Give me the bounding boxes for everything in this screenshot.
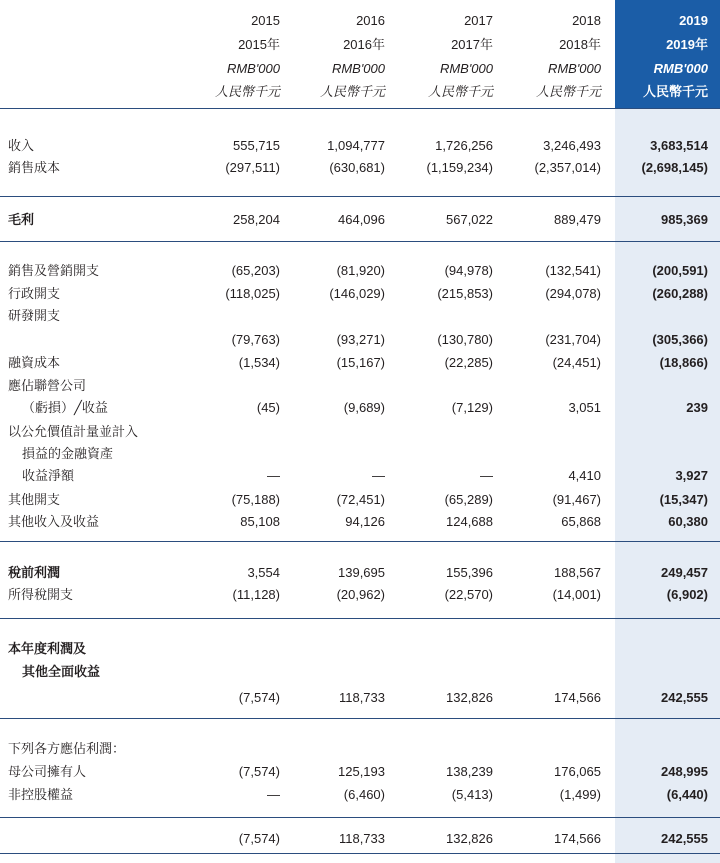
row-label: 銷售及營銷開支 (8, 263, 100, 278)
cell-value: (294,078) (545, 286, 601, 301)
header-unit: RMB'000 (547, 61, 601, 76)
header-year-cn: 2016年 (343, 37, 385, 52)
cell-value: (132,541) (545, 263, 601, 278)
row-label: 毛利 (8, 212, 35, 227)
cell-value: (72,451) (336, 492, 385, 507)
cell-value-2019: 3,683,514 (650, 138, 708, 153)
cell-value: (5,413) (451, 787, 493, 802)
row-label: （虧損）╱收益 (22, 400, 108, 415)
divider (0, 618, 720, 619)
row-label: 損益的金融資產 (22, 446, 114, 461)
cell-value: 4,410 (568, 468, 601, 483)
divider (0, 196, 720, 197)
cell-value: (630,681) (329, 160, 385, 175)
row-label: 收益淨額 (22, 468, 75, 483)
cell-value: 3,051 (568, 400, 601, 415)
row-label: 研發開支 (8, 308, 61, 323)
row-label: 應佔聯營公司 (8, 378, 87, 393)
divider (0, 241, 720, 242)
cell-value: (15,167) (336, 355, 385, 370)
cell-value: (14,001) (552, 587, 601, 602)
header-unit-cn: 人民幣千元 (642, 84, 708, 99)
cell-value: 567,022 (446, 212, 493, 227)
row-label: 母公司擁有人 (8, 764, 87, 779)
cell-value-2019: 242,555 (661, 831, 708, 846)
header-unit-cn: 人民幣千元 (535, 84, 601, 99)
highlight-column-2019 (615, 0, 720, 863)
cell-value-2019: (15,347) (659, 492, 708, 507)
row-label: 其他收入及收益 (8, 514, 100, 529)
cell-value: 1,094,777 (327, 138, 385, 153)
cell-value: (93,271) (336, 332, 385, 347)
row-label: 銷售成本 (8, 160, 61, 175)
cell-value: 155,396 (446, 565, 493, 580)
header-unit: RMB'000 (226, 61, 280, 76)
row-label: 下列各方應佔利潤： (8, 741, 126, 756)
row-label: 所得稅開支 (8, 587, 74, 602)
cell-value-2019: (305,366) (652, 332, 708, 347)
cell-value: 132,826 (446, 690, 493, 705)
cell-value-2019: 248,995 (661, 764, 708, 779)
cell-value: 94,126 (345, 514, 385, 529)
cell-value-2019: 3,927 (675, 468, 708, 483)
cell-value: — (267, 468, 280, 483)
cell-value-2019: (260,288) (652, 286, 708, 301)
cell-value: (91,467) (552, 492, 601, 507)
divider (0, 853, 720, 854)
row-label: 其他全面收益 (22, 664, 101, 679)
cell-value: 889,479 (554, 212, 601, 227)
divider (0, 108, 720, 109)
divider (0, 718, 720, 719)
cell-value: — (372, 468, 385, 483)
row-label: 以公允價值計量並計入 (8, 424, 139, 439)
cell-value: (231,704) (545, 332, 601, 347)
cell-value: 258,204 (233, 212, 280, 227)
cell-value: (1,534) (238, 355, 280, 370)
cell-value: (146,029) (329, 286, 385, 301)
header-year: 2019 (679, 13, 708, 28)
cell-value: 125,193 (338, 764, 385, 779)
cell-value-2019: 242,555 (661, 690, 708, 705)
cell-value: (7,129) (451, 400, 493, 415)
cell-value: (7,574) (238, 690, 280, 705)
cell-value: 3,554 (247, 565, 280, 580)
cell-value: — (267, 787, 280, 802)
header-year: 2016 (356, 13, 385, 28)
row-label: 本年度利潤及 (8, 641, 87, 656)
cell-value: (9,689) (343, 400, 385, 415)
cell-value-2019: 239 (686, 400, 708, 415)
cell-value: 138,239 (446, 764, 493, 779)
cell-value: 555,715 (233, 138, 280, 153)
row-label: 非控股權益 (8, 787, 74, 802)
header-unit: RMB'000 (439, 61, 493, 76)
cell-value: (215,853) (437, 286, 493, 301)
cell-value: 139,695 (338, 565, 385, 580)
cell-value: (6,460) (343, 787, 385, 802)
cell-value: 118,733 (338, 831, 385, 846)
cell-value: (65,203) (231, 263, 280, 278)
header-unit-cn: 人民幣千元 (214, 84, 280, 99)
cell-value: (94,978) (444, 263, 493, 278)
header-year-cn: 2019年 (666, 37, 708, 52)
header-unit-cn: 人民幣千元 (319, 84, 385, 99)
header-unit: RMB'000 (653, 61, 708, 76)
cell-value-2019: (18,866) (659, 355, 708, 370)
cell-value: 85,108 (240, 514, 280, 529)
cell-value: 464,096 (338, 212, 385, 227)
row-label: 行政開支 (8, 286, 61, 301)
cell-value: 3,246,493 (543, 138, 601, 153)
cell-value-2019: (6,902) (666, 587, 708, 602)
cell-value: (75,188) (231, 492, 280, 507)
cell-value: (297,511) (225, 160, 280, 175)
header-year: 2017 (464, 13, 493, 28)
cell-value-2019: (2,698,145) (641, 160, 708, 175)
divider (0, 817, 720, 818)
header-unit: RMB'000 (331, 61, 385, 76)
cell-value: 65,868 (561, 514, 601, 529)
cell-value: 132,826 (446, 831, 493, 846)
header-year: 2015 (251, 13, 280, 28)
cell-value: (45) (256, 400, 280, 415)
cell-value: 188,567 (554, 565, 601, 580)
row-label: 其他開支 (8, 492, 61, 507)
cell-value: 176,065 (554, 764, 601, 779)
row-label: 稅前利潤 (8, 565, 61, 580)
header-unit-cn: 人民幣千元 (427, 84, 493, 99)
header-year: 2018 (572, 13, 601, 28)
cell-value: (1,499) (559, 787, 601, 802)
cell-value: (130,780) (437, 332, 493, 347)
cell-value: 174,566 (554, 831, 601, 846)
cell-value: (7,574) (238, 831, 280, 846)
cell-value: (65,289) (444, 492, 493, 507)
cell-value: (22,570) (444, 587, 493, 602)
cell-value-2019: 60,380 (668, 514, 708, 529)
row-label: 融資成本 (8, 355, 61, 370)
cell-value: 1,726,256 (435, 138, 493, 153)
cell-value-2019: 985,369 (661, 212, 708, 227)
cell-value: (81,920) (336, 263, 385, 278)
cell-value: 124,688 (446, 514, 493, 529)
cell-value: (11,128) (232, 587, 280, 602)
cell-value-2019: 249,457 (661, 565, 708, 580)
cell-value-2019: (6,440) (666, 787, 708, 802)
cell-value: (79,763) (231, 332, 280, 347)
cell-value: (2,357,014) (534, 160, 601, 175)
cell-value: (20,962) (336, 587, 385, 602)
cell-value: (22,285) (444, 355, 493, 370)
header-year-cn: 2015年 (238, 37, 280, 52)
header-year-cn: 2018年 (559, 37, 601, 52)
cell-value: 174,566 (554, 690, 601, 705)
header-year-cn: 2017年 (451, 37, 493, 52)
cell-value: (24,451) (552, 355, 601, 370)
cell-value-2019: (200,591) (652, 263, 708, 278)
cell-value: (1,159,234) (426, 160, 493, 175)
cell-value: 118,733 (338, 690, 385, 705)
row-label: 收入 (8, 138, 35, 153)
divider (0, 541, 720, 542)
cell-value: — (480, 468, 493, 483)
cell-value: (118,025) (225, 286, 280, 301)
cell-value: (7,574) (238, 764, 280, 779)
